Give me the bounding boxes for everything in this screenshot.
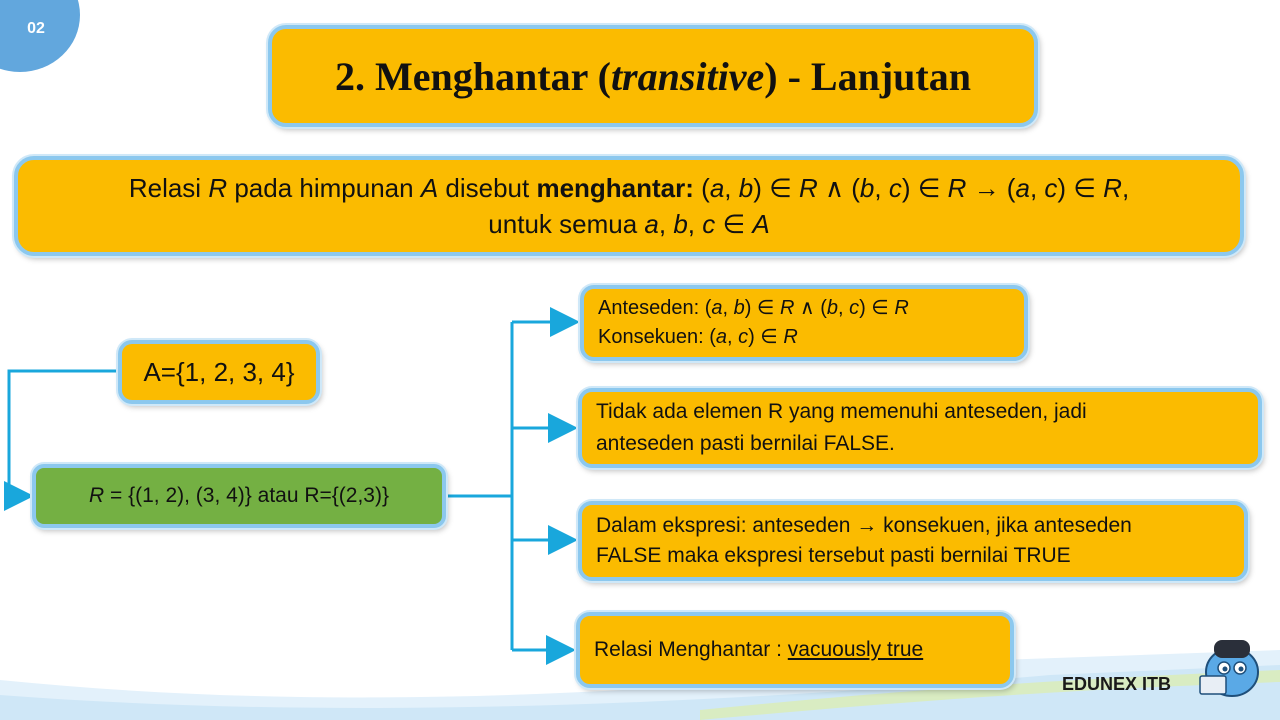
- title-suffix: ) - Lanjutan: [764, 53, 971, 99]
- var: c: [738, 326, 749, 348]
- note-expression: [578, 501, 1248, 581]
- var: R: [947, 173, 967, 203]
- relation-value: = {(1, 2), (3, 4)} atau R={(2,3)}: [104, 484, 389, 507]
- var: b: [738, 173, 754, 203]
- var: a: [1015, 173, 1030, 203]
- var: a: [709, 173, 725, 203]
- var: A: [420, 173, 439, 203]
- text: ) ∈: [744, 297, 780, 319]
- text: ) ∈: [859, 297, 895, 319]
- var: a: [644, 209, 659, 239]
- text: Relasi: [128, 173, 209, 203]
- note-no-member: [578, 388, 1262, 468]
- brand-name: EDUNEX ITB: [1062, 674, 1172, 694]
- var: b: [733, 297, 745, 319]
- note-antecedent-consequent: [580, 285, 1028, 361]
- var: R: [798, 173, 818, 203]
- text: ,: [1121, 173, 1130, 203]
- note-vacuously-true: [576, 612, 1014, 688]
- note-line: anteseden pasti bernilai FALSE.: [596, 432, 895, 455]
- relation-symbol: R: [88, 484, 105, 507]
- text: ,: [722, 297, 734, 319]
- text: Konsekuen: (: [598, 326, 716, 348]
- var: a: [715, 326, 727, 348]
- antecedent-line: [598, 294, 1010, 323]
- text: ,: [874, 173, 889, 203]
- relation-r-box: [32, 464, 446, 528]
- text: ,: [838, 297, 850, 319]
- consequent-line: [598, 323, 1010, 352]
- text: → (: [966, 173, 1016, 203]
- mascot-icon: [1196, 632, 1266, 702]
- text: (: [693, 173, 710, 203]
- set-a-box: [118, 340, 320, 404]
- var: b: [673, 209, 688, 239]
- text: Relasi Menghantar :: [594, 638, 788, 661]
- text: ,: [724, 173, 739, 203]
- bold-term: menghantar:: [536, 173, 694, 203]
- set-a-label: A={1, 2, 3, 4}: [143, 356, 295, 387]
- var: A: [752, 209, 770, 239]
- text: untuk semua: [488, 209, 645, 239]
- text: ,: [658, 209, 674, 239]
- slide-number: 02: [27, 20, 45, 37]
- note-line: Dalam ekspresi: anteseden → konsekuen, jika anteseden: [596, 514, 1132, 537]
- var: R: [894, 297, 909, 319]
- var: R: [208, 173, 228, 203]
- text: ,: [1029, 173, 1045, 203]
- text: ) ∈: [901, 173, 948, 203]
- var: c: [888, 173, 902, 203]
- text: disebut: [438, 173, 537, 203]
- slide-title: [268, 25, 1038, 127]
- text: ) ∈: [753, 173, 799, 203]
- text: ) ∈: [748, 326, 784, 348]
- var: R: [780, 297, 795, 319]
- underlined-text: vacuously true: [787, 638, 924, 661]
- title-prefix: 2. Menghantar (: [335, 53, 611, 99]
- title-italic: transitive: [610, 53, 765, 99]
- var: R: [1103, 173, 1122, 203]
- var: a: [711, 297, 723, 319]
- text: ,: [726, 326, 739, 348]
- var: c: [1044, 173, 1058, 203]
- definition-line-1: [129, 170, 1129, 206]
- text: Anteseden: (: [598, 297, 712, 319]
- note-line: [594, 635, 996, 665]
- var: c: [849, 297, 860, 319]
- definition-line-2: [488, 206, 769, 242]
- var: R: [783, 326, 798, 348]
- text: ,: [687, 209, 703, 239]
- text: pada himpunan: [227, 173, 421, 203]
- text: ∧ (: [817, 173, 860, 203]
- var: b: [826, 297, 838, 319]
- note-line: FALSE maka ekspresi tersebut pasti bernilai TRUE: [596, 544, 1071, 567]
- var: c: [702, 209, 716, 239]
- definition-box: [14, 156, 1244, 256]
- text: ∧ (: [794, 297, 827, 319]
- text: ∈: [715, 209, 753, 239]
- var: b: [859, 173, 875, 203]
- text: ) ∈: [1057, 173, 1104, 203]
- note-line: Tidak ada elemen R yang memenuhi anteseden, jadi: [596, 400, 1087, 423]
